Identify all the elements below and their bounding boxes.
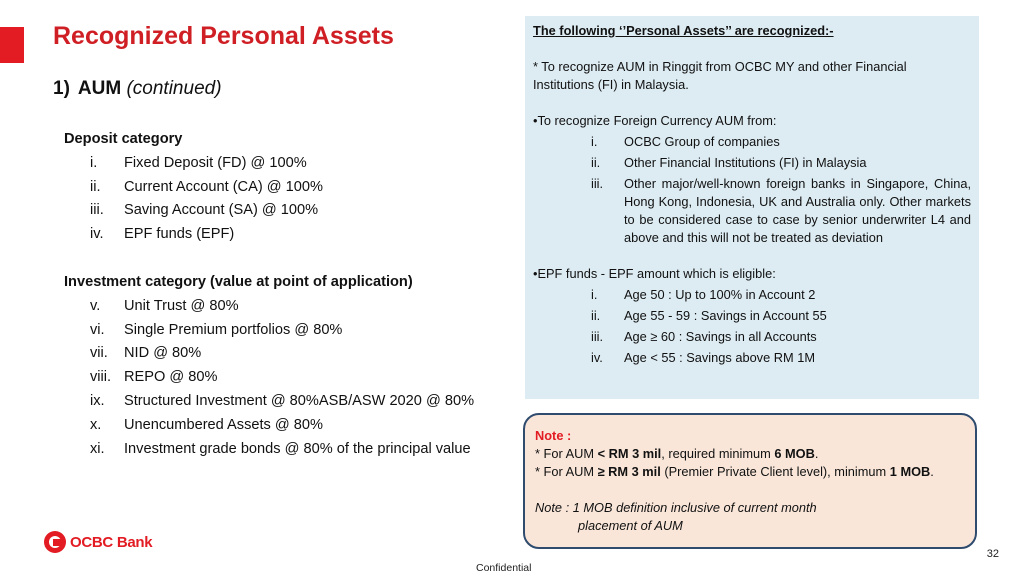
mob-note-box [523,413,977,549]
recognized-assets-info-box [525,16,979,399]
mob-definition-line2: placement of AUM [578,518,683,533]
asset-category-list [64,128,514,461]
item-number: ii. [90,178,101,195]
item-number: iii. [591,329,604,344]
list-item [64,176,514,200]
list-item [533,307,971,325]
item-number: iv. [591,350,603,365]
item-text: Age 55 - 59 : Savings in Account 55 [624,308,827,323]
info-foreign-paragraph: •To recognize Foreign Currency AUM from: [533,113,777,128]
item-text: Current Account (CA) @ 100% [124,178,323,195]
ocbc-bank-logo [44,531,152,553]
deposit-category-heading: Deposit category [64,131,183,147]
confidential-label: Confidential [476,562,532,574]
item-number: i. [90,154,98,171]
item-text: Fixed Deposit (FD) @ 100% [124,154,307,171]
item-number: ix. [90,392,105,409]
note-line-over-3mil: * For AUM ≥ RM 3 mil (Premier Private Client level), minimum 1 MOB. [535,464,934,479]
section-heading [53,78,222,100]
list-item [64,295,514,319]
item-text: Other major/well-known foreign banks in Singapore, China, Hong Kong, Indonesia, UK and Australia only. Other markets to be considered case to case by senior underwriter L4 and above and this will not be treated as deviation [624,176,971,245]
info-ringgit-paragraph: * To recognize AUM in Ringgit from OCBC MY and other Financial Institutions (FI) in Malaysia. [533,59,907,92]
note-label: Note : [535,428,572,443]
investment-category-heading: Investment category (value at point of application) [64,273,413,290]
list-item [64,366,514,390]
list-item [64,342,514,366]
item-text: Unencumbered Assets @ 80% [124,416,323,433]
list-item [64,414,514,438]
epf-eligibility-list [533,286,971,367]
item-text: Saving Account (SA) @ 100% [124,202,319,219]
item-number: iii. [90,202,104,219]
section-title: AUM [77,78,122,99]
note-line-under-3mil: * For AUM < RM 3 mil, required minimum 6 MOB. [535,446,819,461]
list-item [64,223,514,247]
item-text: Unit Trust @ 80% [124,297,239,314]
item-text: REPO @ 80% [124,369,218,386]
item-number: i. [591,134,598,149]
item-number: vii. [90,345,108,362]
ocbc-logo-icon [44,531,66,553]
item-text: EPF funds (EPF) [124,226,235,243]
list-item [533,286,971,304]
list-item [64,199,514,223]
item-number: viii. [90,369,112,386]
page-number: 32 [986,548,999,560]
item-text: Age < 55 : Savings above RM 1M [624,350,815,365]
list-item [64,152,514,176]
info-epf-paragraph: •EPF funds - EPF amount which is eligible: [533,266,776,281]
item-number: ii. [591,308,601,323]
item-number: iii. [591,176,604,191]
logo-text: OCBC Bank [70,533,153,551]
item-text: Single Premium portfolios @ 80% [124,321,343,338]
foreign-source-list [533,133,971,247]
item-text: Other Financial Institutions (FI) in Malaysia [624,155,867,170]
item-number: iv. [90,226,104,243]
info-heading: The following ‘’Personal Assets’’ are recognized:- [533,23,834,38]
red-accent-tab [0,27,24,63]
item-text: Age 50 : Up to 100% in Account 2 [624,287,816,302]
page-title: Recognized Personal Assets [53,22,394,50]
item-number: xi. [90,440,105,457]
list-item [64,319,514,343]
section-subtitle: (continued) [126,78,222,99]
item-text: OCBC Group of companies [624,134,780,149]
item-text: Investment grade bonds @ 80% of the principal value [124,440,471,457]
mob-definition [535,499,965,535]
item-text: Structured Investment @ 80%ASB/ASW 2020 @ 80% [124,392,475,409]
item-number: ii. [591,155,601,170]
list-item [64,438,514,462]
list-item [533,328,971,346]
item-number: v. [90,297,101,314]
item-number: x. [90,416,102,433]
section-number: 1) [53,78,70,99]
item-number: i. [591,287,598,302]
list-item [533,349,971,367]
list-item [64,390,514,414]
item-number: vi. [90,321,105,338]
item-text: NID @ 80% [124,345,202,362]
item-text: Age ≥ 60 : Savings in all Accounts [624,329,817,344]
list-item [533,175,971,247]
list-item [533,133,971,151]
mob-definition-line1: Note : 1 MOB definition inclusive of current month [535,500,817,515]
list-item [533,154,971,172]
